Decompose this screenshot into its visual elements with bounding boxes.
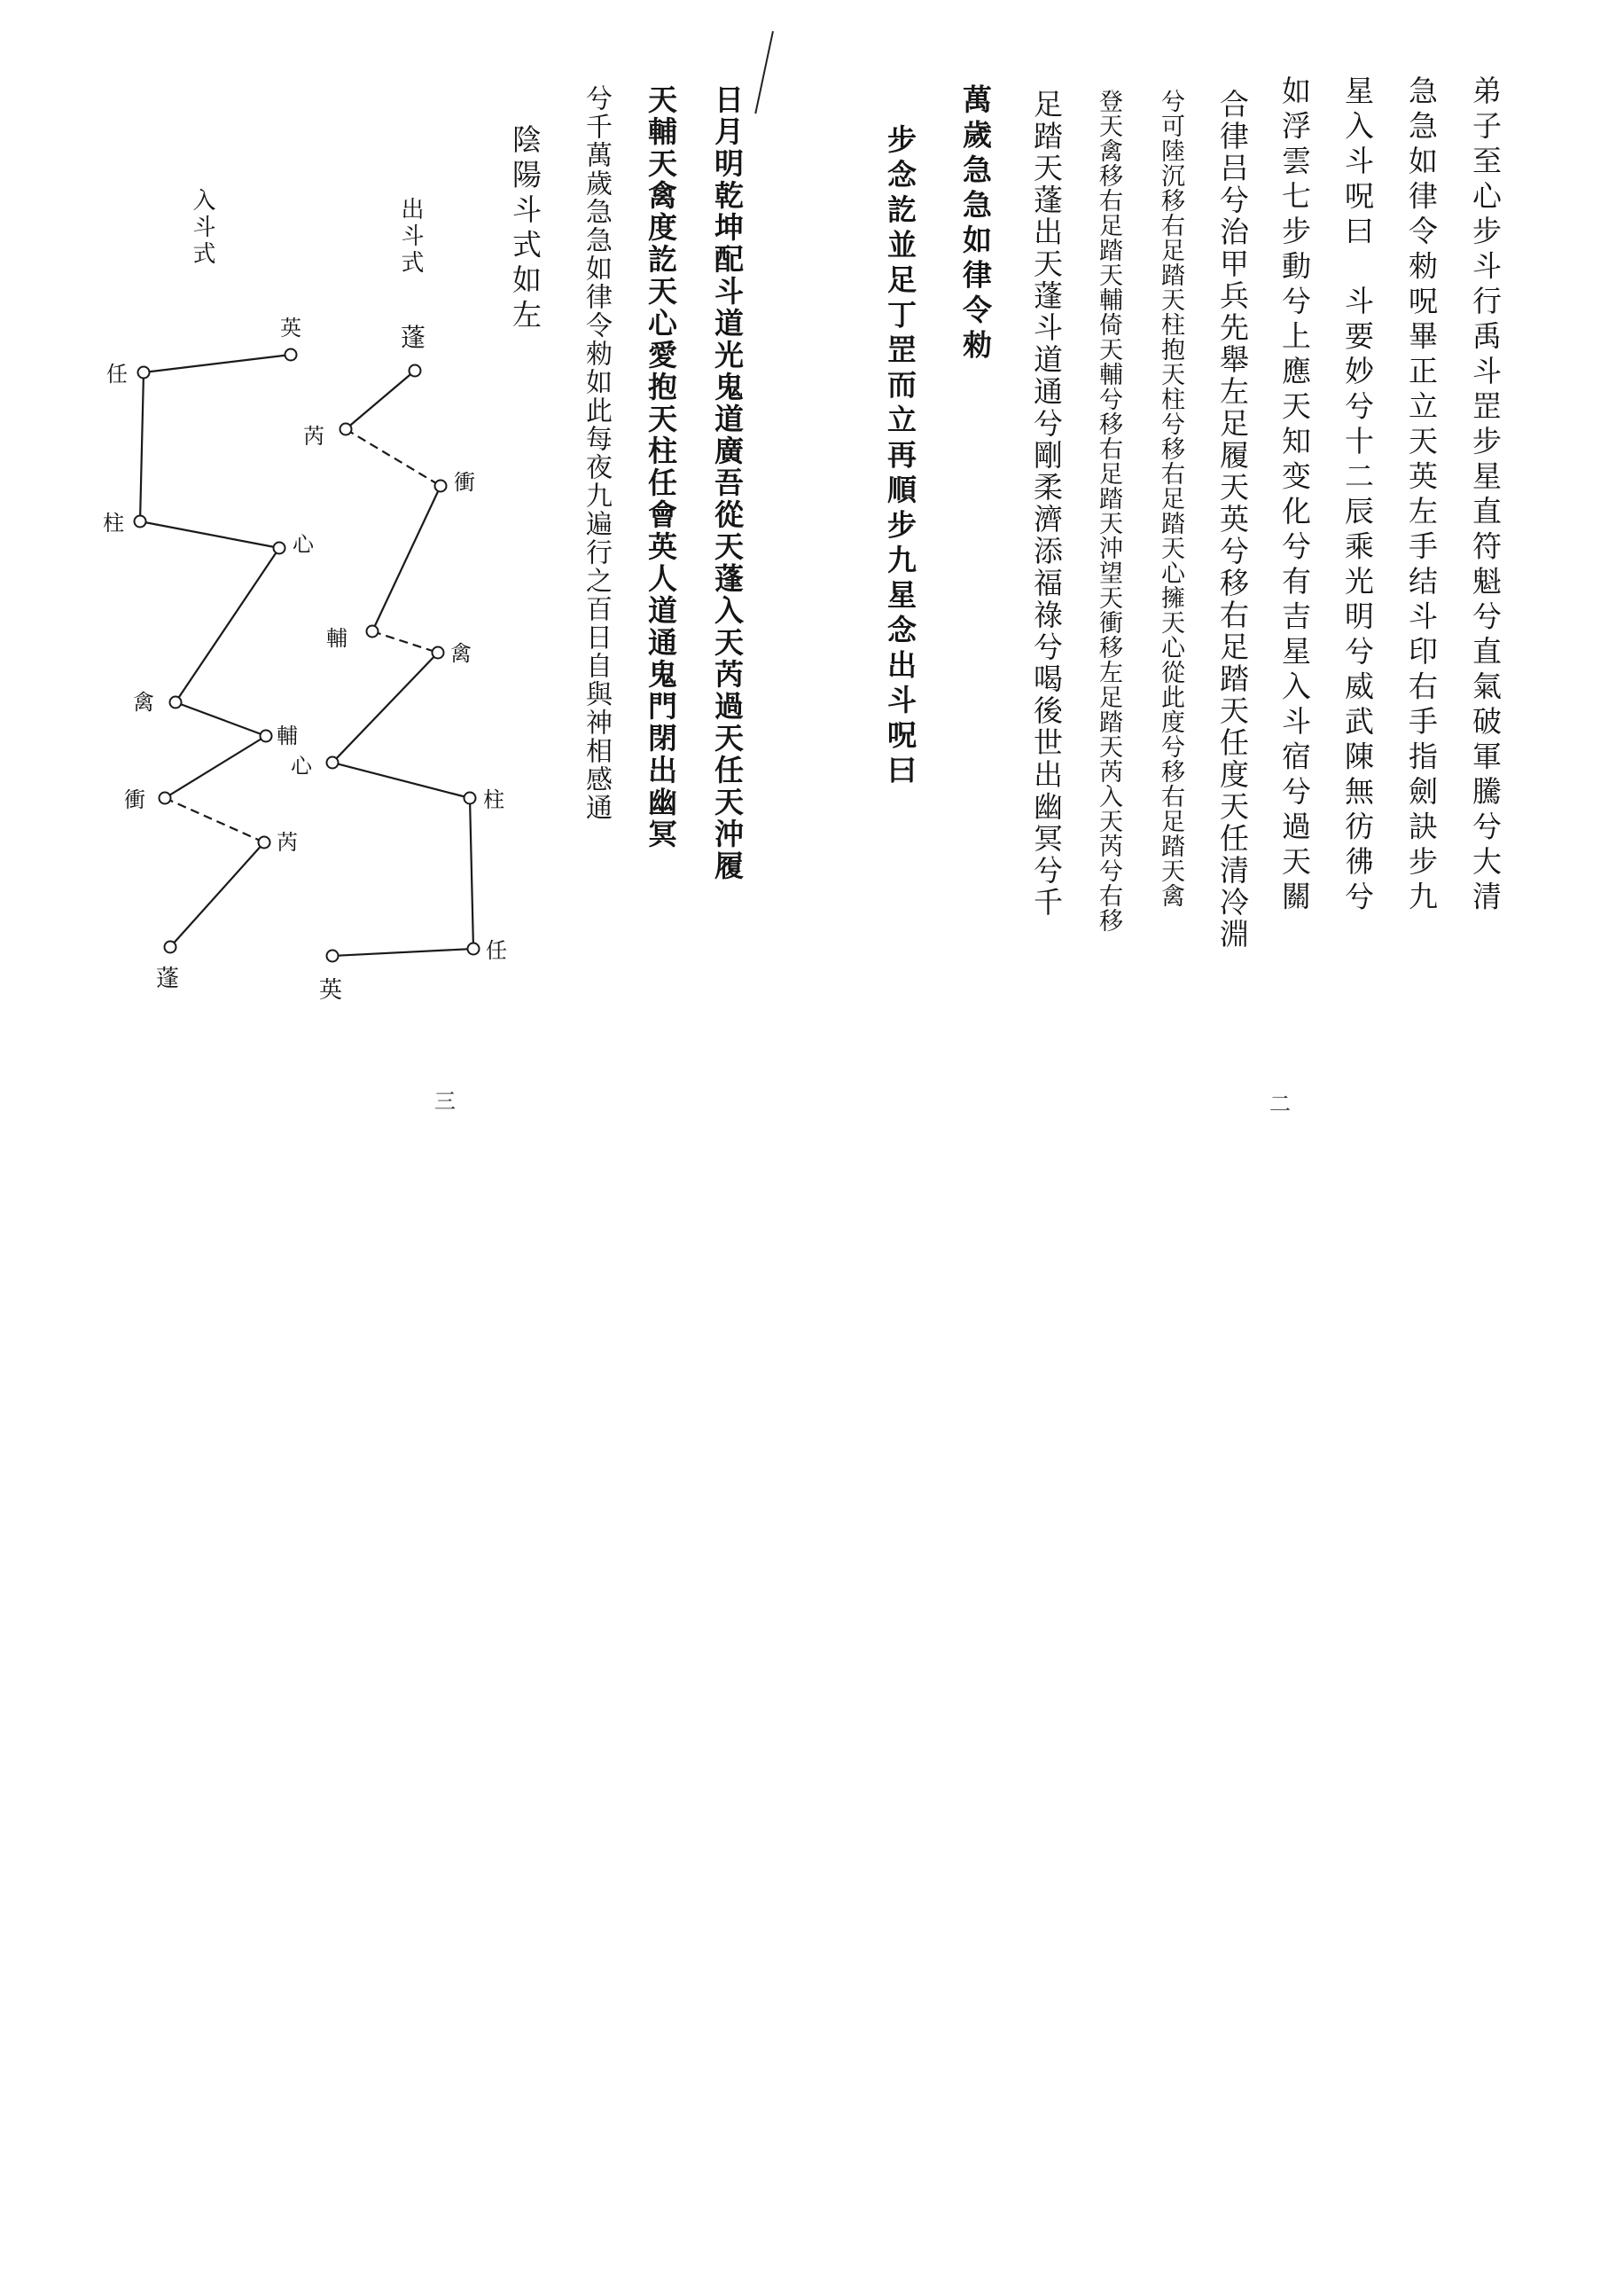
star-node — [160, 793, 171, 804]
star-label: 英 — [319, 977, 343, 1004]
page-number: 三 — [434, 1089, 456, 1114]
text-column: 日月明乾坤配斗道光鬼道廣吾從天蓬入天芮過天任天沖履 — [710, 84, 745, 882]
star-node — [285, 349, 297, 361]
star-label: 英 — [280, 316, 301, 340]
page-number: 二 — [1269, 1092, 1291, 1116]
text-column: 步念訖並足丁罡而立再順步九星念出斗呪曰 — [883, 124, 917, 790]
star-node — [261, 731, 272, 742]
star-node — [435, 481, 447, 492]
star-label: 輔 — [326, 626, 347, 651]
star-label: 任 — [486, 938, 507, 963]
star-node — [465, 793, 476, 804]
text-column: 登天禽移右足踏天輔倚天輔兮移右足踏天沖望天衝移左足踏天芮入天芮兮右移 — [1095, 89, 1122, 933]
star-label: 任 — [106, 362, 128, 387]
star-node — [327, 757, 339, 769]
star-label: 心 — [291, 754, 312, 779]
star-label: 蓬 — [156, 966, 180, 992]
star-node — [340, 424, 352, 435]
text-column: 足踏天蓬出天蓬斗道通兮剛柔濟添福祿兮喝後世出幽冥兮千 — [1029, 89, 1064, 919]
text-column: 弟子至心步斗行禹斗罡步星直符魁兮直氣破軍騰兮大清 — [1468, 75, 1503, 916]
text-column: 急急如律令勑呪畢正立天英左手结斗印右手指劍訣步九 — [1404, 75, 1439, 916]
star-label: 輔 — [277, 724, 298, 748]
star-label: 芮 — [277, 830, 298, 855]
text-column: 如浮雲七步動兮上應天知变化兮有吉星入斗宿兮過天關 — [1277, 75, 1312, 916]
text-column: 合律吕兮治甲兵先舉左足履天英兮移右足踏天任度天任清冷淵 — [1215, 89, 1250, 951]
diagram-title: 入斗式 — [189, 188, 215, 268]
star-label: 蓬 — [401, 323, 426, 352]
text-column: 兮千萬歲急急如律令勑如此每夜九遍行之百日自與神相感通 — [581, 84, 612, 822]
star-node — [468, 943, 480, 955]
diagram-title: 出斗式 — [397, 197, 424, 277]
star-node — [165, 942, 176, 953]
text-column: 星入斗呪曰 斗要妙兮十二辰乘光明兮威武陳無彷彿兮 — [1340, 75, 1375, 916]
star-label: 衝 — [124, 787, 145, 812]
star-node — [135, 516, 146, 528]
text-column: 兮可陸沉移右足踏天柱抱天柱兮移右足踏天心擁天心從此度兮移右足踏天禽 — [1157, 89, 1184, 908]
star-label: 芮 — [303, 424, 324, 449]
star-label: 柱 — [103, 511, 124, 536]
text-column: 萬歲急急如律令勑 — [958, 84, 993, 364]
text-column: 陰陽斗式如左 — [508, 124, 543, 334]
star-label: 心 — [293, 532, 314, 557]
diagram-rudou — [140, 355, 291, 947]
star-label: 禽 — [450, 641, 472, 666]
star-node — [274, 543, 285, 554]
star-node — [170, 697, 182, 708]
star-node — [367, 626, 379, 638]
star-node — [327, 951, 339, 962]
star-label: 柱 — [483, 787, 504, 812]
text-column: 天輔天禽度訖天心愛抱天柱任會英人道通鬼門閉出幽冥 — [644, 84, 678, 850]
star-node — [433, 647, 444, 659]
star-node — [259, 837, 270, 849]
diagram-rudou-nodes — [135, 349, 297, 953]
star-node — [138, 367, 150, 379]
star-label: 禽 — [133, 690, 154, 715]
star-label: 衝 — [454, 470, 475, 495]
star-node — [410, 365, 421, 377]
